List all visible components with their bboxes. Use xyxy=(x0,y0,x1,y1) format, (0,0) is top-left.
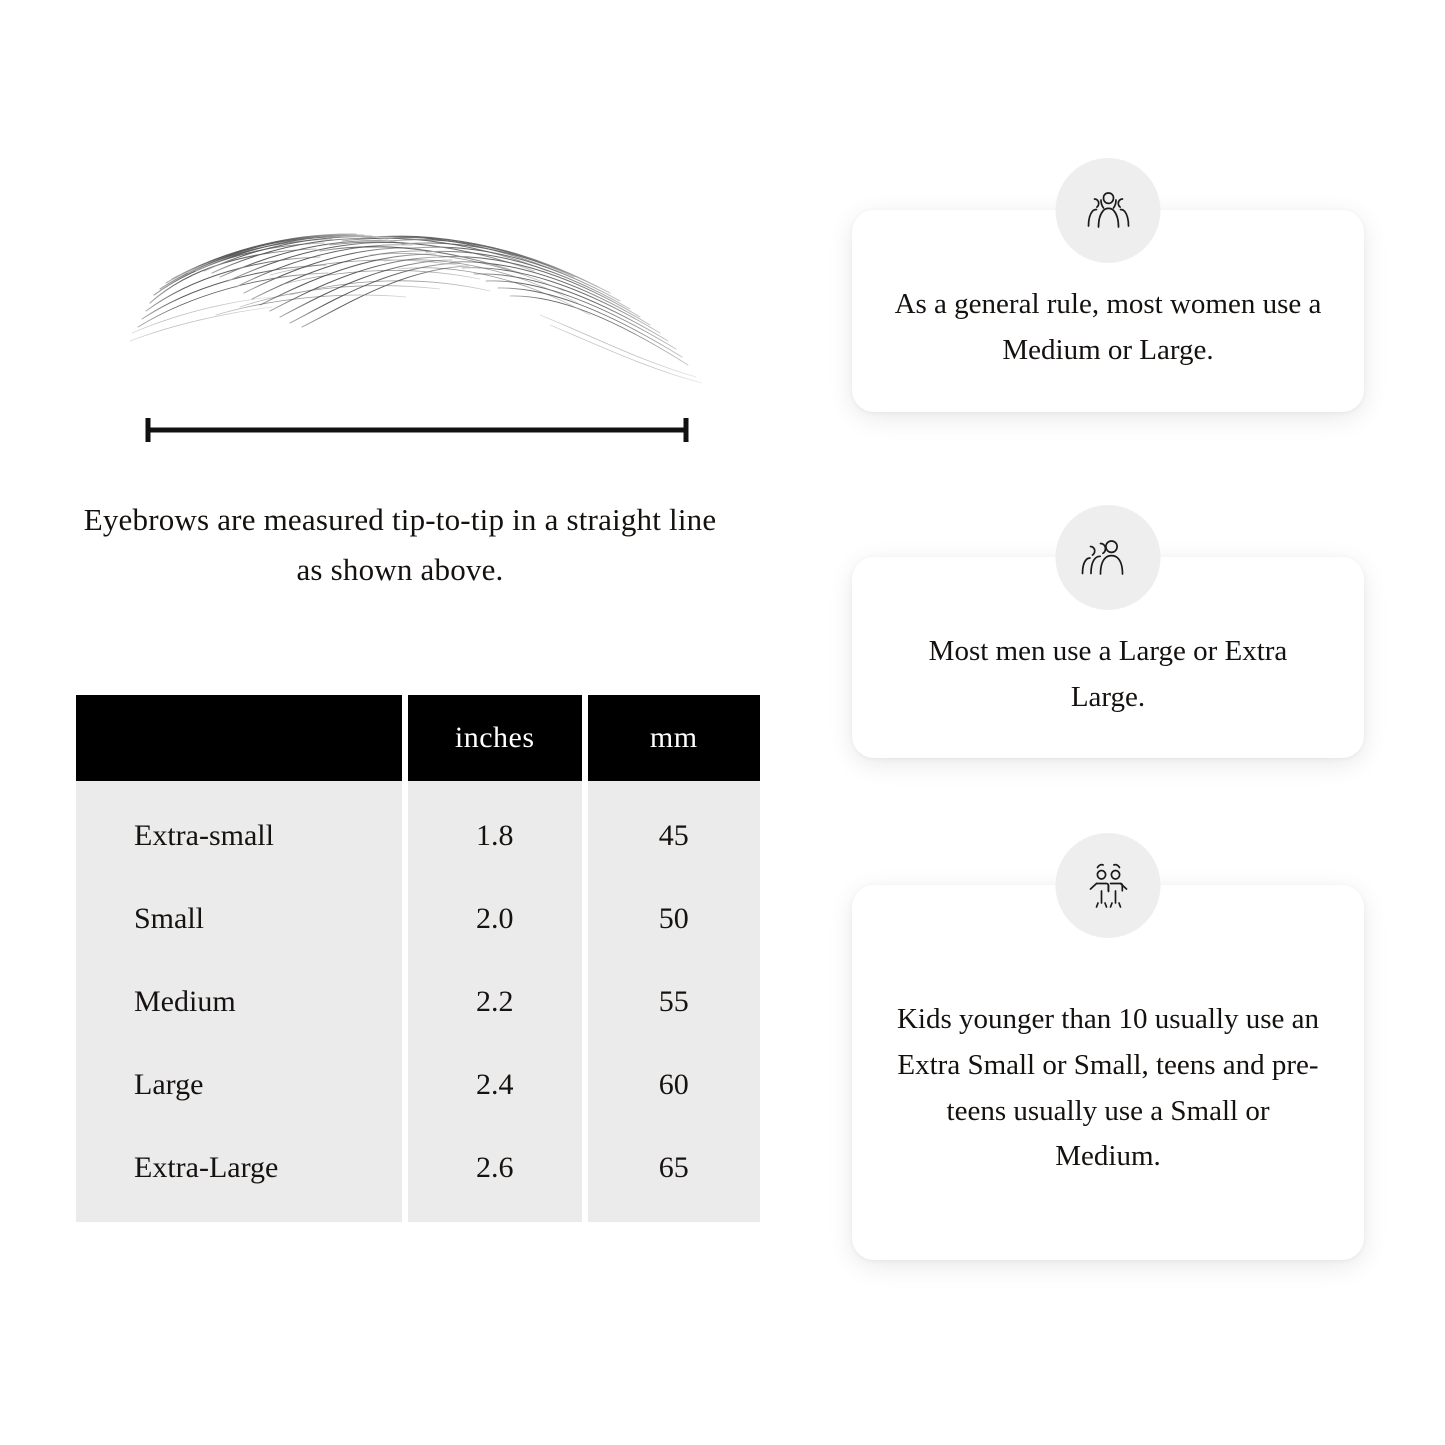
note-text-men: Most men use a Large or Extra Large. xyxy=(928,635,1288,713)
note-card-women xyxy=(852,210,1364,412)
size-table-body xyxy=(76,781,760,1222)
cell-size-name: Small xyxy=(76,877,402,960)
column-header-inches: inches xyxy=(408,695,582,781)
cell-size-name: Medium xyxy=(76,960,402,1043)
right-column xyxy=(790,0,1445,1445)
cell-inches: 2.4 xyxy=(408,1043,582,1126)
kids-group-icon xyxy=(1056,833,1161,938)
cell-mm: 55 xyxy=(588,960,760,1043)
column-header-size xyxy=(76,695,402,781)
cell-mm: 65 xyxy=(588,1126,760,1222)
size-table xyxy=(70,695,766,1222)
cell-size-name: Extra-Large xyxy=(76,1126,402,1222)
cell-inches: 2.0 xyxy=(408,877,582,960)
cell-size-name: Extra-small xyxy=(76,781,402,877)
cell-size-name: Large xyxy=(76,1043,402,1126)
note-text-kids: Kids younger than 10 usually use an Extra Small or Small, teens and pre-teens usually use a Small or Medium. xyxy=(896,1003,1320,1173)
note-text-women: As a general rule, most women use a Medium or Large. xyxy=(894,288,1322,366)
cell-mm: 45 xyxy=(588,781,760,877)
table-row xyxy=(76,960,760,1043)
women-group-icon xyxy=(1056,158,1161,263)
figure-caption: Eyebrows are measured tip-to-tip in a straight line as shown above. xyxy=(83,502,717,587)
note-card-kids xyxy=(852,885,1364,1260)
table-row xyxy=(76,781,760,877)
table-header-row xyxy=(76,695,760,781)
cell-inches: 2.2 xyxy=(408,960,582,1043)
table-row xyxy=(76,1126,760,1222)
table-row xyxy=(76,877,760,960)
cell-mm: 50 xyxy=(588,877,760,960)
table-row xyxy=(76,1043,760,1126)
eyebrow-illustration xyxy=(120,215,720,395)
column-header-mm: mm xyxy=(588,695,760,781)
measurement-line xyxy=(142,415,692,445)
men-group-icon xyxy=(1056,505,1161,610)
size-table-head xyxy=(76,695,760,781)
note-card-men xyxy=(852,557,1364,758)
cell-inches: 1.8 xyxy=(408,781,582,877)
cell-mm: 60 xyxy=(588,1043,760,1126)
cell-inches: 2.6 xyxy=(408,1126,582,1222)
eyebrow-figure xyxy=(120,215,720,465)
